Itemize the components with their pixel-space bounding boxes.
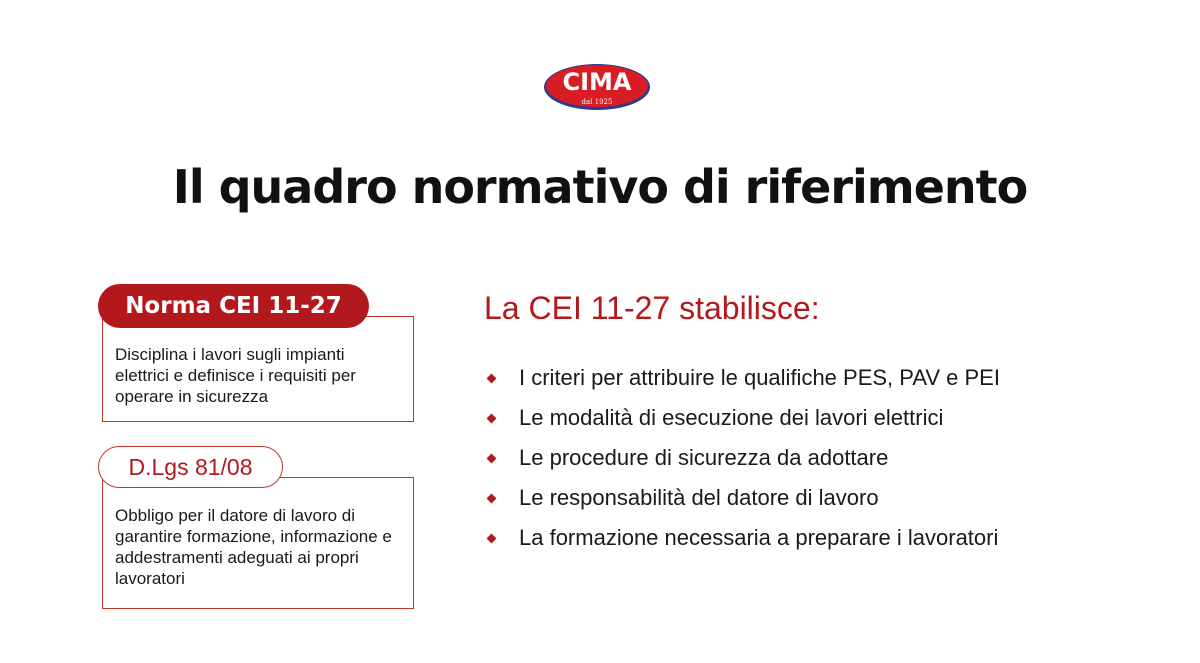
- list-item: [484, 438, 1000, 478]
- norma-cei-label: Norma CEI 11-27: [98, 284, 369, 328]
- list-item: [484, 478, 1000, 518]
- list-item: [484, 518, 1000, 558]
- diamond-bullet-icon: [487, 373, 497, 383]
- list-item: [484, 358, 1000, 398]
- cima-logo-graphic: [542, 62, 656, 112]
- svg-text:CIMA: CIMA: [562, 68, 632, 96]
- right-heading: La CEI 11-27 stabilisce:: [484, 290, 820, 326]
- list-item-text: La formazione necessaria a preparare i lavoratori: [519, 525, 999, 550]
- dlgs-description: Obbligo per il datore di lavoro di garantire formazione, informazione e addestramenti adeguati ai propri lavoratori: [115, 506, 392, 588]
- norma-cei-description: Disciplina i lavori sugli impianti elettrici e definisce i requisiti per operare in sicurezza: [115, 345, 356, 406]
- criteria-list: [484, 358, 1000, 558]
- diamond-bullet-icon: [487, 493, 497, 503]
- list-item-text: Le procedure di sicurezza da adottare: [519, 445, 889, 470]
- list-item-text: I criteri per attribuire le qualifiche PES, PAV e PEI: [519, 365, 1000, 390]
- norma-cei-card: [102, 316, 414, 422]
- list-item: [484, 398, 1000, 438]
- cima-logo: [542, 62, 656, 112]
- diamond-bullet-icon: [487, 533, 497, 543]
- svg-text:dal 1925: dal 1925: [581, 98, 613, 106]
- dlgs-card: [102, 477, 414, 609]
- page-title: Il quadro normativo di riferimento: [172, 160, 1028, 214]
- diamond-bullet-icon: [487, 453, 497, 463]
- diamond-bullet-icon: [487, 413, 497, 423]
- dlgs-label: D.Lgs 81/08: [98, 446, 283, 488]
- list-item-text: Le responsabilità del datore di lavoro: [519, 485, 879, 510]
- list-item-text: Le modalità di esecuzione dei lavori elettrici: [519, 405, 944, 430]
